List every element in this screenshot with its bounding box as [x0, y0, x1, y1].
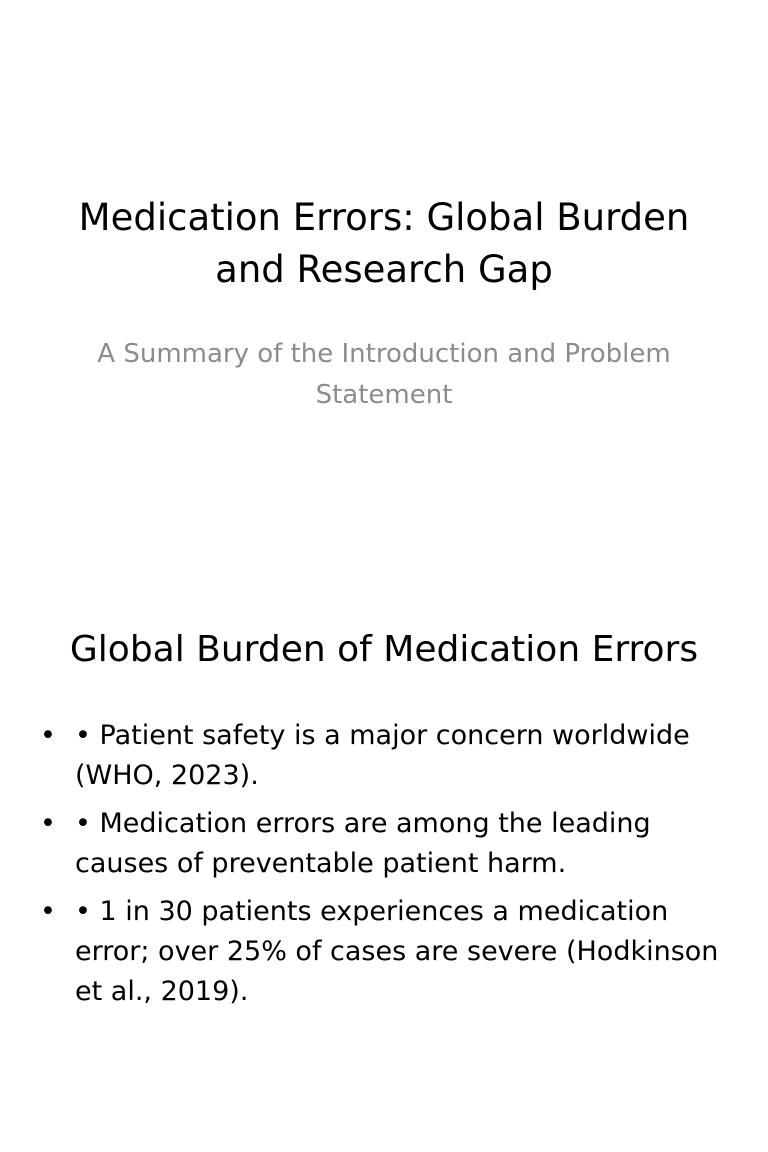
bullet-marker: •	[40, 896, 56, 927]
list-item	[40, 716, 730, 796]
bullet-marker: •	[40, 720, 56, 751]
presentation-subtitle: A Summary of the Introduction and Problem Statement	[97, 339, 671, 410]
slide-title: Global Burden of Medication Errors	[69, 629, 699, 670]
bullet-marker: •	[40, 808, 56, 839]
content-slide	[0, 576, 768, 1152]
list-item	[40, 804, 730, 884]
bullet-text: • 1 in 30 patients experiences a medication error; over 25% of cases are severe (Hodkinson et al., 2019).	[75, 896, 719, 1007]
presentation-title: Medication Errors: Global Burden and Research Gap	[78, 196, 690, 291]
bullet-text: • Medication errors are among the leading causes of preventable patient harm.	[75, 808, 651, 879]
bullet-text: • Patient safety is a major concern worldwide (WHO, 2023).	[75, 720, 690, 791]
bullet-list	[40, 716, 730, 1020]
list-item	[40, 892, 730, 1012]
